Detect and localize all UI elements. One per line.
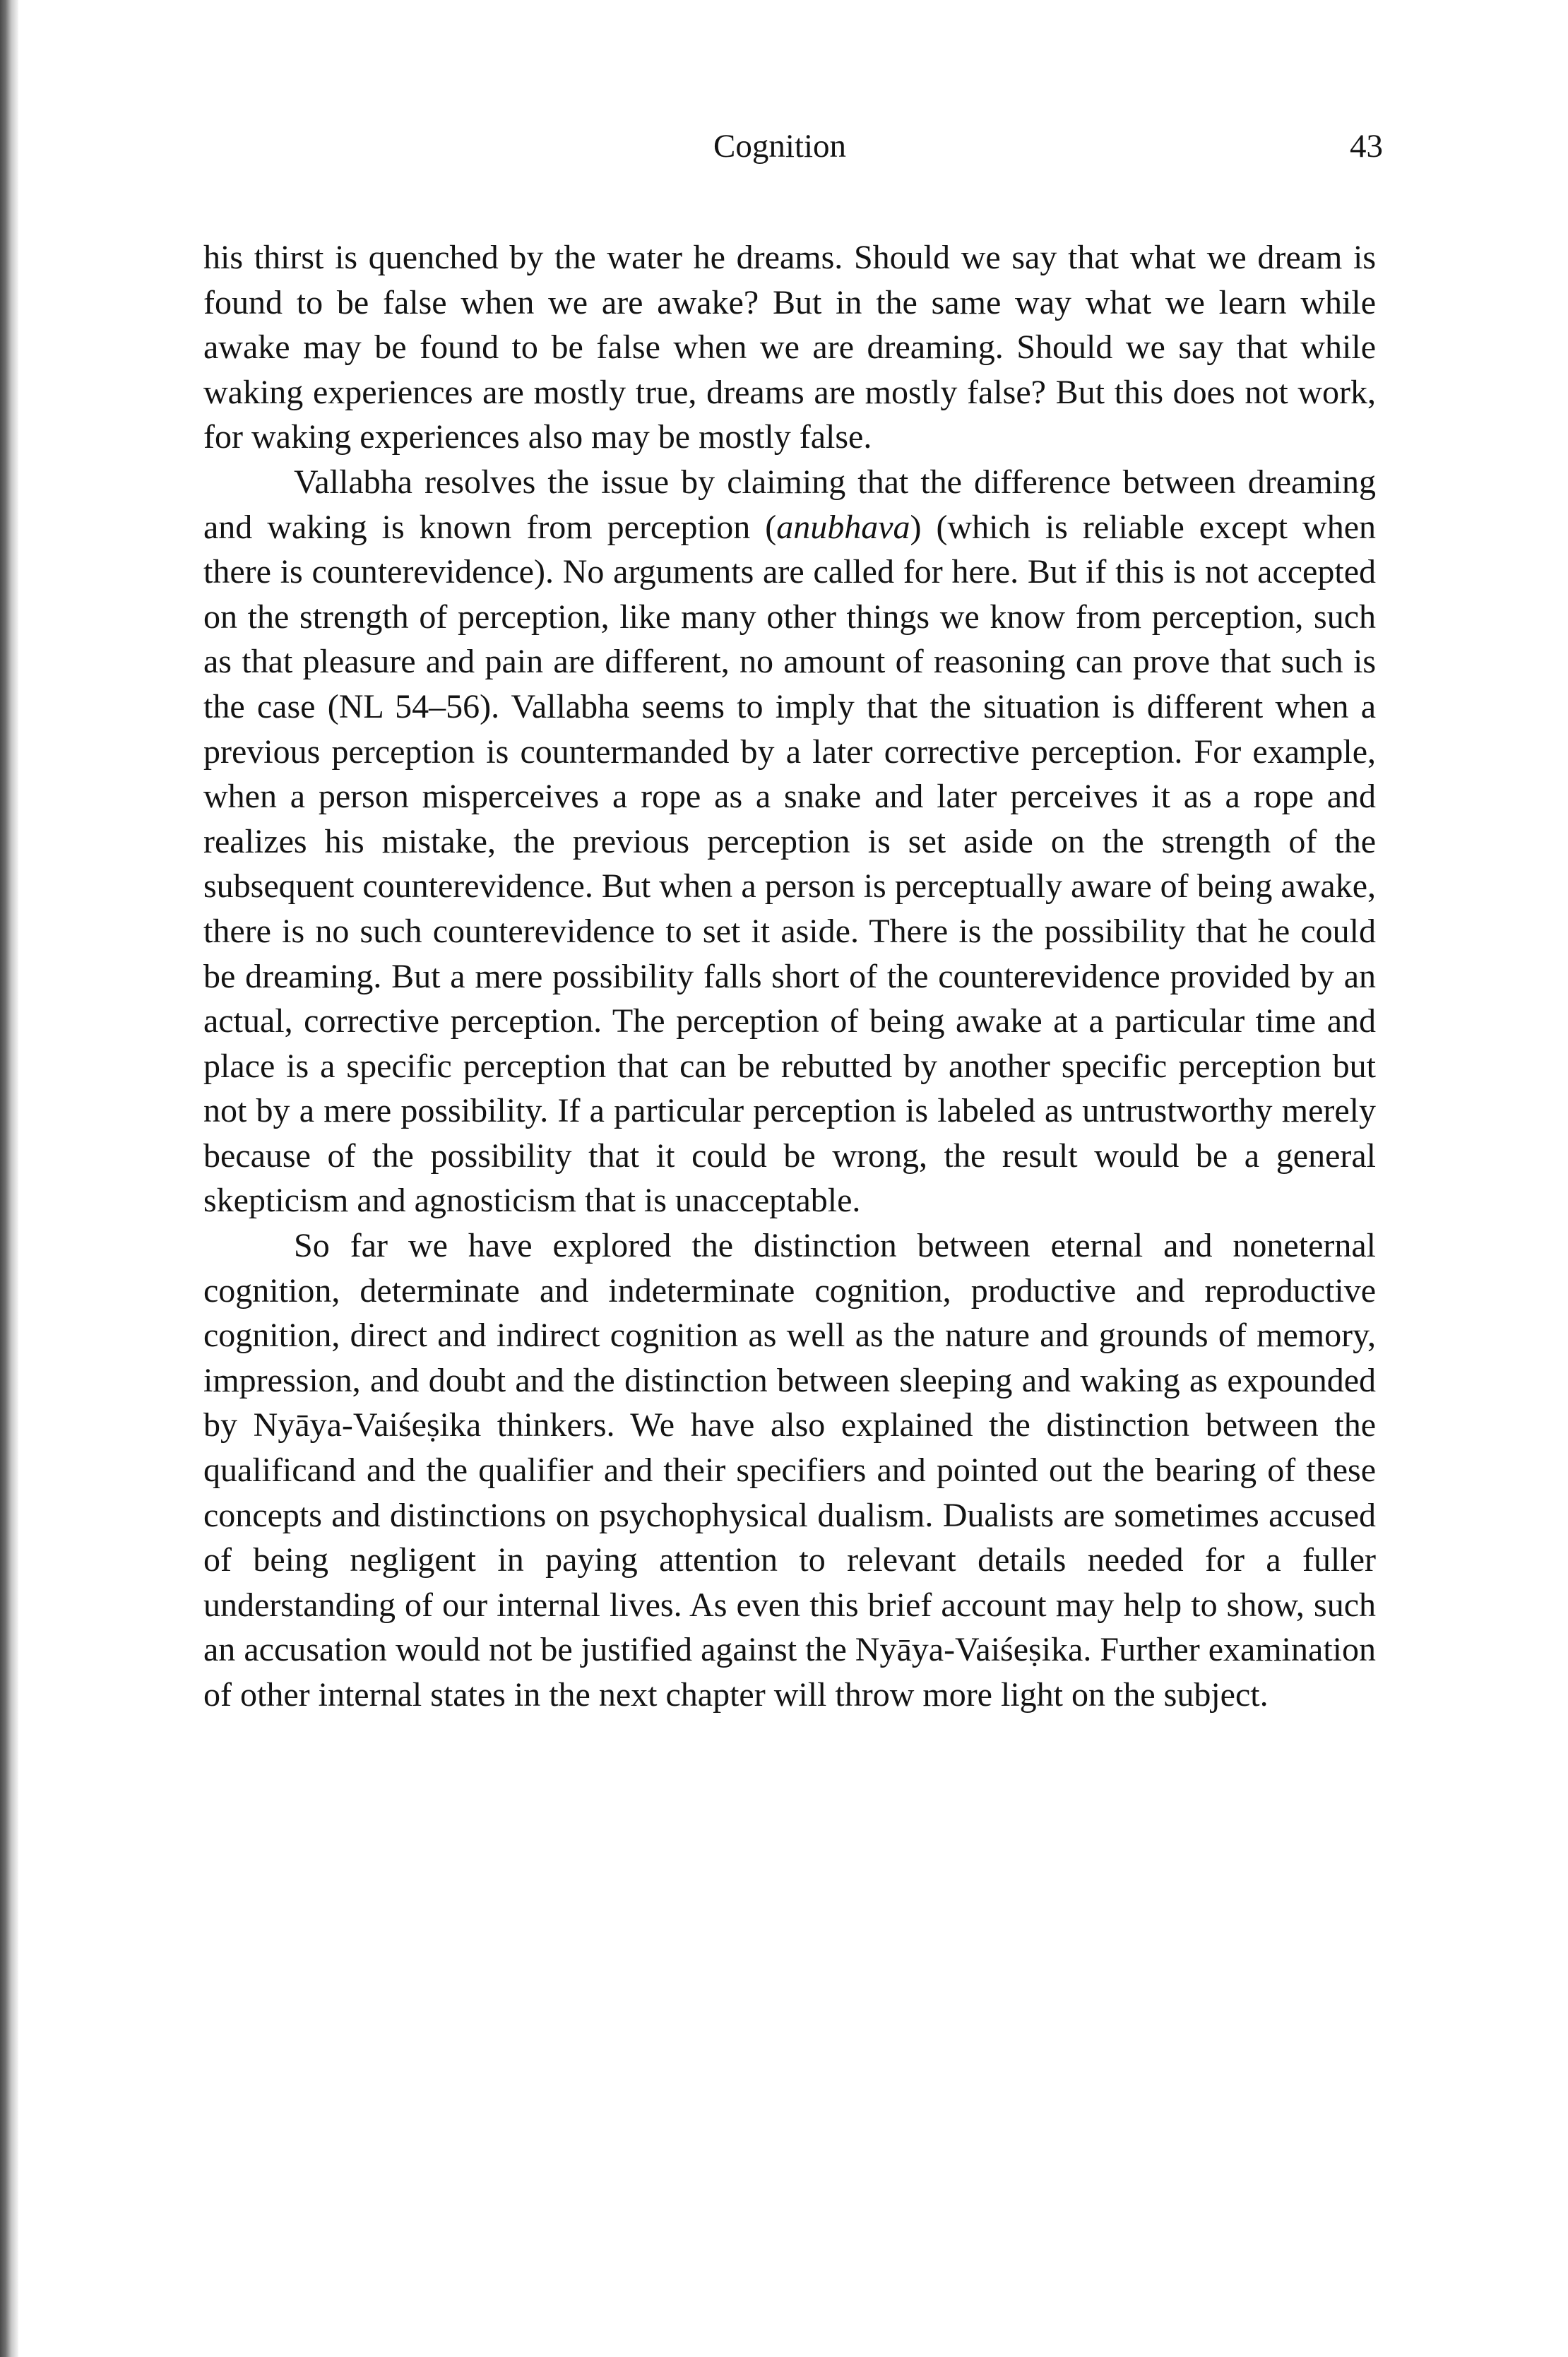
body-text xyxy=(203,235,1376,1718)
paragraph-2-text-start: Vallabha resolves the issue by claiming that the difference between dreaming and waking is known from perception ( xyxy=(203,463,1376,546)
paragraph-2-text-end: ) (which is reliable except when there is counterevidence). No arguments are called for here. But if this is not accepted on the strength of perception, like many other things we know from perception, such as that pleasure and pain are different, no amount of reasoning can prove that such is the case (NL 54–56). Vallabha seems to imply that the situation is different when a previous perception is countermanded by a later corrective perception. For example, when a person misperceives a rope as a snake and later perceives it as a rope and realizes his mistake, the previous perception is set aside on the strength of the subsequent counterevidence. But when a person is perceptually aware of being awake, there is no such counterevidence to set it aside. There is the possibility that he could be dreaming. But a mere possibility falls short of the counterevidence provided by an actual, corrective perception. The perception of being awake at a particular time and place is a specific perception that can be rebutted by another specific perception but not by a mere possibility. If a particular perception is labeled as untrustworthy merely because of the possibility that it could be wrong, the result would be a general skepticism and agnosticism that is unacceptable. xyxy=(203,508,1376,1220)
paragraph-2 xyxy=(203,460,1376,1223)
running-header xyxy=(0,121,1568,171)
page-number: 43 xyxy=(1350,128,1383,165)
paragraph-1: his thirst is quenched by the water he dreams. Should we say that what we dream is found to be false when we are awake? But in the same way what we learn while awake may be found to be false when we are dreaming. Should we say that while waking experiences are mostly true, dreams are mostly false? But this does not work, for waking experiences also may be mostly false. xyxy=(203,239,1376,456)
paragraph-3: So far we have explored the distinction between eternal and noneternal cognition, determinate and indeterminate cognition, productive and reproductive cognition, direct and indirect cognition as well as the nature and grounds of memory, impression, and doubt and the distinction between sleeping and waking as expounded by Nyāya-Vaiśeṣika thinkers. We have also explained the distinction between the qualificand and the qualifier and their specifiers and pointed out the bearing of these concepts and distinctions on psychophysical dualism. Dualists are sometimes accused of being negligent in paying attention to relevant details needed for a fuller understanding of our internal lives. As even this brief account may help to show, such an accusation would not be justified against the Nyāya-Vaiśeṣika. Further examination of other internal states in the next chapter will throw more light on the subject. xyxy=(203,1227,1376,1714)
binding-shadow xyxy=(0,0,18,2357)
chapter-title: Cognition xyxy=(713,128,847,165)
anubhava-term: anubhava xyxy=(776,508,910,546)
